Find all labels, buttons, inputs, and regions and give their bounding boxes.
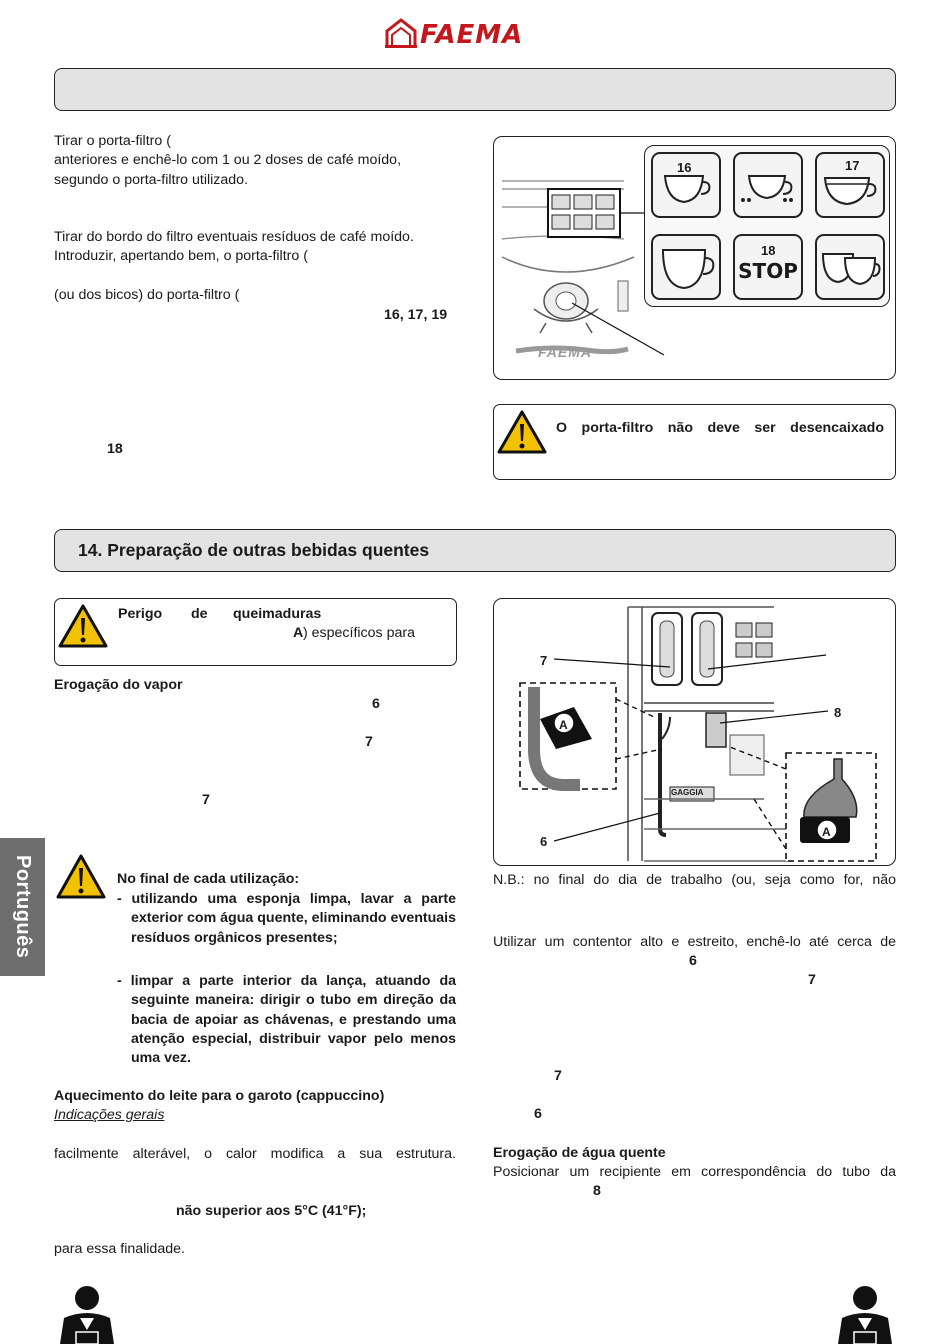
button-panel-zoom (644, 145, 890, 307)
milk-subheading: Indicações gerais (54, 1107, 165, 1123)
stop-label: STOP (738, 259, 798, 283)
label-17: 17 (845, 158, 860, 173)
container-line: Utilizar um contentor alto e estreito, enchê-lo até cerca de (493, 934, 896, 950)
label-18: 18 (761, 243, 776, 258)
barista-icon (832, 1284, 898, 1344)
ref-16-17-19: 16, 17, 19 (384, 307, 448, 323)
ref-8: 8 (593, 1183, 601, 1199)
logo-crown-icon (384, 17, 418, 49)
warning-text: O porta-filtro não deve ser desencaixado (556, 420, 884, 436)
top-left-text-2 (54, 228, 456, 267)
danger-box-burns (54, 598, 457, 666)
warning-triangle-icon (496, 409, 548, 455)
label-a-grip: A (822, 825, 831, 839)
label-8: 8 (834, 705, 842, 720)
warning-box-portafilter (493, 404, 896, 480)
language-side-tab (0, 838, 45, 976)
label-a-wand: A (559, 718, 568, 732)
language-label: Português (12, 855, 34, 959)
button-key-19 (651, 234, 721, 300)
text-line: Tirar do bordo do filtro eventuais resíduos de café moído. (54, 229, 414, 245)
figure-button-panel (493, 136, 896, 380)
ref-7: 7 (808, 972, 816, 988)
machine-front-sketch (494, 599, 896, 866)
text-line: segundo o porta-filtro utilizado. (54, 171, 249, 188)
section-14-title: 14. Preparação de outras bebidas quentes (78, 540, 430, 560)
ref-7: 7 (365, 734, 373, 750)
two-large-cups-icon (817, 236, 883, 298)
end-of-use-item-2: - limpar a parte interior da lança, atuando da seguinte maneira: dirigir o tubo em direção da bacia de apoiar as chávenas, e prestando uma atenção especial, distribuir vapor pelo menos uma vez. (117, 973, 456, 1067)
label-16: 16 (677, 160, 692, 175)
danger-line-2: ) específicos para (303, 625, 415, 641)
milk-text-line: facilmente alterável, o calor modifica a sua estrutura. (54, 1146, 456, 1162)
machine-brand-label: GAGGIA (671, 788, 704, 797)
nb-line: N.B.: no final do dia de trabalho (ou, seja como for, não (493, 872, 896, 888)
warning-triangle-icon (55, 853, 107, 901)
text-line: Introduzir, apertando bem, o porta-filtro ( (54, 248, 308, 265)
warning-triangle-icon (57, 603, 109, 649)
milk-heading: Aquecimento do leite para o garoto (cappuccino) (54, 1088, 385, 1104)
danger-word-1: Perigo (118, 606, 163, 622)
label-6: 6 (540, 834, 548, 849)
hot-water-line: Posicionar um recipiente em correspondência do tubo da (493, 1164, 896, 1180)
text-line: anteriores e enchê-lo com 1 ou 2 doses de café moído, (54, 152, 402, 169)
hot-water-heading: Erogação de água quente (493, 1145, 666, 1161)
steam-heading: Erogação do vapor (54, 677, 183, 693)
large-cup-icon (653, 236, 719, 298)
label-7: 7 (540, 653, 548, 668)
machine-brand-mark: FAEMA (538, 344, 592, 360)
ref-18: 18 (107, 441, 123, 457)
top-left-text (54, 132, 456, 190)
text-line: Tirar o porta-filtro ( (54, 133, 171, 149)
button-key-double-small (733, 152, 803, 218)
danger-word-3: queimaduras (233, 606, 322, 622)
ref-6: 6 (689, 953, 697, 969)
end-of-use-item-1: - utilizando uma esponja limpa, lavar a parte exterior com água quente, eliminando eventuais resíduos orgânicos presentes; (117, 891, 456, 946)
top-section-bar (54, 68, 896, 111)
text-line-bicos: (ou dos bicos) do porta-filtro ( (54, 287, 240, 303)
ref-7: 7 (554, 1068, 562, 1084)
danger-word-2: de (191, 606, 208, 622)
section-14-bar (54, 529, 896, 572)
temperature-text: não superior aos 5°C (41°F); (176, 1203, 367, 1219)
ref-6: 6 (372, 696, 380, 712)
ref-6: 6 (534, 1106, 542, 1122)
end-of-use-heading: No final de cada utilização: (117, 871, 300, 887)
figure-steam-wand (493, 598, 896, 866)
ref-7: 7 (202, 792, 210, 808)
double-small-cup-icon (735, 154, 801, 216)
faema-logo (384, 17, 566, 51)
barista-icon (54, 1284, 120, 1344)
purpose-line: para essa finalidade. (54, 1241, 185, 1257)
button-key-double-large (815, 234, 885, 300)
logo-wordmark: FAEMA (420, 20, 524, 50)
ref-a: A (293, 625, 304, 641)
